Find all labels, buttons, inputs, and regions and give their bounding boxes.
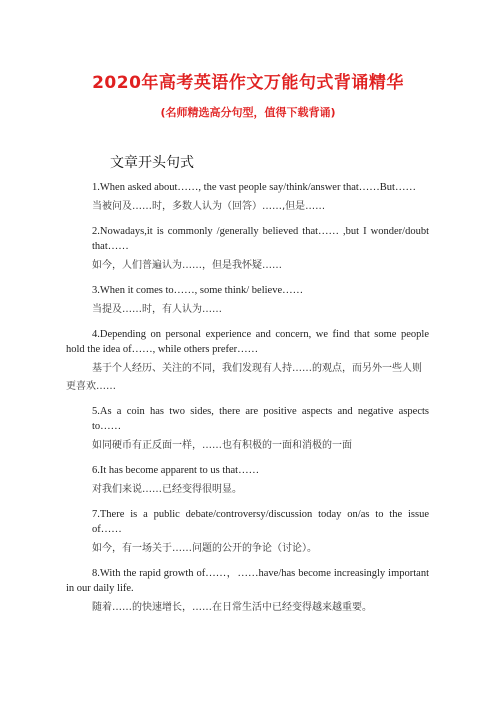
english-sentence: 4.Depending on personal experience and concern, we find that some people hold the idea of……, while others prefer……: [66, 329, 429, 355]
list-item: [92, 507, 429, 558]
english-sentence: 3.When it comes to……, some think/ believe……: [92, 285, 304, 296]
english-sentence: 5.As a coin has two sides, there are positive aspects and negative aspects to……: [92, 406, 429, 432]
document-title: 2020年高考英语作文万能句式背诵精华: [92, 73, 404, 93]
chinese-translation: 如今，有一场关于……问题的公开的争论（讨论）。: [92, 543, 317, 554]
chinese-translation: 基于个人经历、关注的不同，我们发现有人持……的观点，而另外一些人则更喜欢……: [66, 363, 422, 392]
chinese-translation: 对我们来说……已经变得很明显。: [92, 484, 242, 495]
chinese-translation: 随着……的快速增长，……在日常生活中已经变得越来越重要。: [92, 602, 372, 613]
chinese-translation: 如同硬币有正反面一样，……也有积极的一面和消极的一面: [92, 440, 352, 451]
list-item: [92, 463, 429, 499]
english-sentence: 8.With the rapid growth of……，……have/has become increasingly important in our daily life.: [66, 568, 429, 594]
chinese-translation: 当提及……时，有人认为……: [92, 304, 222, 315]
list-item: [92, 283, 429, 319]
english-sentence: 2.Nowadays,it is commonly /generally believed that…… ,but I wonder/doubt that……: [92, 226, 429, 252]
chinese-translation: 当被问及……时，多数人认为（回答）……,但是……: [92, 201, 326, 212]
list-item: [92, 180, 429, 216]
list-item: [66, 566, 429, 617]
list-item: [66, 327, 429, 396]
list-item: [92, 404, 429, 455]
list-item: [92, 224, 429, 275]
section-heading: 文章开头句式: [110, 155, 194, 171]
english-sentence: 1.When asked about……, the vast people say/think/answer that……But……: [92, 182, 416, 193]
sentence-list: [66, 180, 429, 625]
chinese-translation: 如今，人们普遍认为……，但是我怀疑……: [92, 260, 282, 271]
document-subtitle: (名师精选高分句型，值得下载背诵): [160, 106, 336, 119]
english-sentence: 7.There is a public debate/controversy/discussion today on/as to the issue of……: [92, 509, 429, 535]
english-sentence: 6.It has become apparent to us that……: [92, 465, 260, 476]
